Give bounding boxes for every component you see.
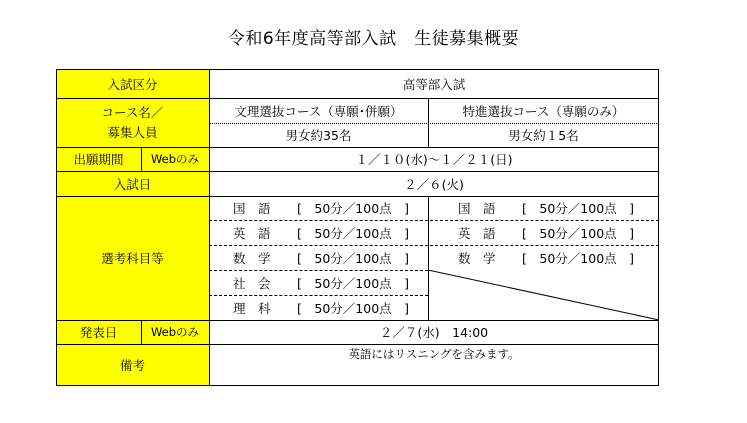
- label-course-line2: 募集人員: [107, 124, 158, 140]
- application-period-value: １／１０(水)～１／２１(日): [355, 152, 513, 167]
- empty-cell-diagonal: [428, 270, 659, 320]
- label-application-period: [56, 147, 141, 171]
- label-exam-category-text: 入試区分: [107, 76, 158, 92]
- method-divider: [141, 147, 142, 171]
- subject-left-1-detail: [ 50分／100点 ]: [297, 201, 410, 216]
- label-application-period-text: 出願期間: [73, 152, 124, 167]
- exam-category-value: 高等部入試: [402, 76, 466, 92]
- subject-right-3-detail: [ 50分／100点 ]: [522, 250, 635, 266]
- label-subjects: [56, 196, 209, 320]
- subject-right-3: [458, 245, 659, 270]
- course-left-count: 男女約35名: [285, 128, 352, 143]
- subject-left-3: [233, 245, 428, 270]
- subject-right-2-detail: [ 50分／100点 ]: [522, 225, 635, 241]
- label-exam-category: [56, 69, 209, 98]
- subject-left-5: [233, 295, 428, 320]
- row-line: [56, 344, 659, 345]
- subject-left-5-name: 理 科: [233, 300, 271, 316]
- label-announcement-text: 発表日: [79, 325, 118, 340]
- table-border-right: [658, 69, 659, 385]
- exam-date-value: ２／６(火): [404, 176, 464, 192]
- subject-left-3-detail: [ 50分／100点 ]: [297, 250, 410, 266]
- subject-left-2-detail: [ 50分／100点 ]: [297, 225, 410, 241]
- subject-left-1-name: 国 語: [233, 201, 271, 216]
- subject-right-1-detail: [ 50分／100点 ]: [522, 201, 635, 216]
- label-course-line1: コース名／: [101, 104, 164, 120]
- label-subjects-text: 選考科目等: [101, 251, 164, 266]
- table-border-top: [56, 69, 659, 70]
- label-remarks: [56, 344, 209, 385]
- subject-right-1: [458, 196, 659, 220]
- table-border-left: [56, 69, 57, 385]
- row-line-dashed: [209, 270, 428, 271]
- subject-left-4-name: 社 会: [233, 275, 271, 291]
- label-exam-date-text: 入試日: [113, 176, 152, 192]
- row-line: [56, 147, 659, 148]
- announcement-value: ２／７(水) 14:00: [379, 325, 489, 340]
- label-remarks-text: 備考: [119, 357, 145, 373]
- label-course: [56, 98, 209, 147]
- subject-right-3-name: 数 学: [458, 250, 496, 266]
- subject-left-5-detail: [ 50分／100点 ]: [297, 300, 410, 316]
- label-column-divider: [209, 69, 210, 385]
- label-announcement: [56, 320, 141, 344]
- row-line-dashed: [209, 123, 659, 124]
- announcement-method-text: Webのみ: [150, 325, 200, 339]
- subject-right-1-name: 国 語: [458, 201, 496, 216]
- table-border-bottom: [56, 385, 659, 386]
- row-line: [56, 171, 659, 172]
- row-line-dashed: [209, 245, 659, 246]
- course-right-count: 男女約１5名: [508, 128, 579, 143]
- announcement-method: [141, 320, 209, 344]
- row-line-dashed: [209, 220, 659, 221]
- subject-left-3-name: 数 学: [233, 250, 271, 266]
- subject-left-2: [233, 220, 428, 245]
- application-method-text: Webのみ: [150, 152, 200, 166]
- subjects-divider: [428, 196, 429, 320]
- subject-right-2: [458, 220, 659, 245]
- row-line-dashed: [209, 295, 428, 296]
- row-line: [56, 98, 659, 99]
- subject-right-2-name: 英 語: [458, 225, 496, 241]
- label-exam-date: [56, 171, 209, 196]
- subject-left-4-detail: [ 50分／100点 ]: [297, 275, 410, 291]
- course-right-name: 特進選抜コース（専願のみ）: [462, 103, 625, 119]
- row-line: [56, 320, 659, 321]
- course-left-name: 文理選抜コース（専願･併願）: [234, 103, 403, 119]
- course-divider: [428, 98, 429, 147]
- application-method: [141, 147, 209, 171]
- row-line: [56, 196, 659, 197]
- subject-left-4: [233, 270, 428, 295]
- method-divider: [141, 320, 142, 344]
- subject-left-2-name: 英 語: [233, 225, 271, 241]
- remarks-value: 英語にはリスニングを含みます。: [348, 347, 520, 361]
- page-title: 令和6年度高等部入試 生徒募集概要: [227, 29, 520, 49]
- subject-left-1: [233, 196, 428, 220]
